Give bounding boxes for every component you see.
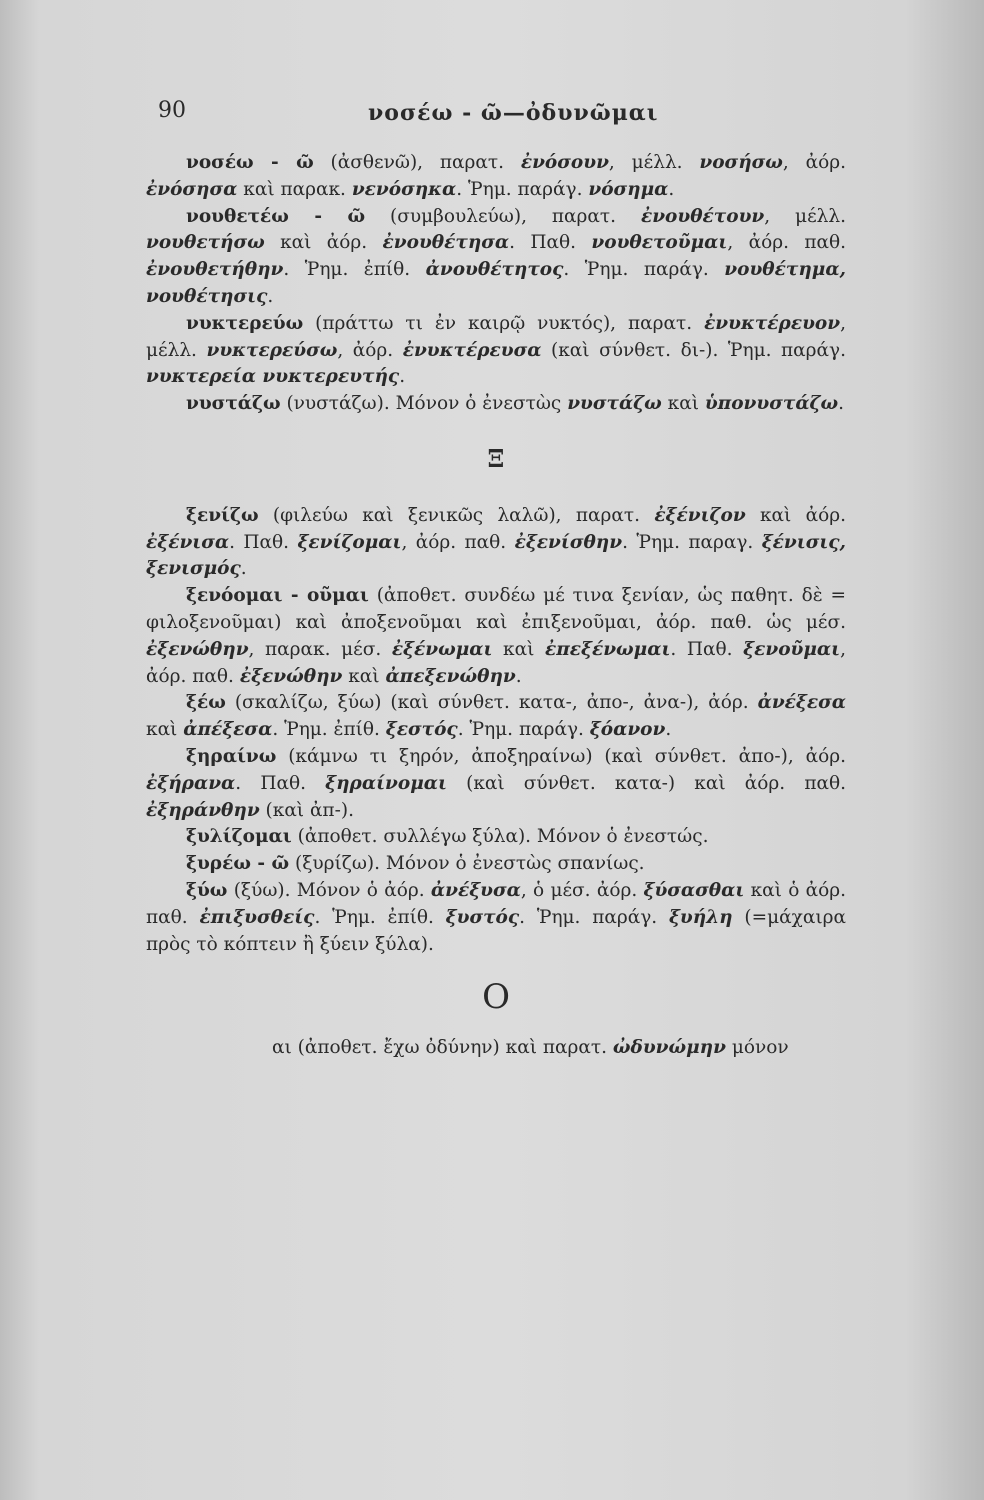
entry-noseo: νοσέω - ῶ (ἀσθενῶ), παρατ. ἐνόσουν, μέλλ. νοσήσω, ἀόρ. ἐνόσησα καὶ παρακ. νενόσηκα. Ῥημ. παράγ. νόσημα.	[146, 152, 846, 200]
entry-partial-odynomai: αι (ἀποθετ. ἔχω ὀδύνην) καὶ παρατ. ὠδυνώμην μόνον	[272, 1037, 789, 1059]
section-letter-omicron: Ο	[482, 977, 510, 1018]
headword: νυκτερεύω	[186, 312, 304, 334]
entry-xeo: ξέω (σκαλίζω, ξύω) (καὶ σύνθετ. κατα-, ἀπο-, ἀνα-), ἀόρ. ἀνέξεσα καὶ ἀπέξεσα. Ῥημ. ἐπίθ. ξεστός. Ῥημ. παράγ. ξόανον.	[146, 692, 846, 741]
entry-xyo: ξύω (ξύω). Μόνον ὁ ἀόρ. ἀνέξυσα, ὁ μέσ. ἀόρ. ξύσασθαι καὶ ὁ ἀόρ. παθ. ἐπιξυσθείς. Ῥημ. ἐπίθ. ξυστός. Ῥημ. παράγ. ξυήλη (=μάχαιρα πρὸς τὸ κόπτειν ἢ ξύειν ξύλα).	[146, 879, 846, 955]
headword: νυστάζω	[186, 393, 281, 415]
running-head: νοσέω - ῶ—ὀδυνῶμαι	[368, 100, 659, 126]
headword: ξενόομαι - οῦμαι	[186, 585, 369, 607]
entry-xenizo: ξενίζω (φιλεύω καὶ ξενικῶς λαλῶ), παρατ. ἐξένιζον καὶ ἀόρ. ἐξένισα. Παθ. ξενίζομαι, ἀόρ. παθ. ἐξενίσθην. Ῥημ. παραγ. ξένισις, ξενισμός.	[146, 504, 846, 580]
headword: ξηραίνω	[186, 745, 277, 767]
dictionary-body	[146, 150, 846, 1062]
section-letter-xi: Ξ	[487, 443, 505, 473]
headword: ξενίζω	[186, 504, 259, 526]
entry-xeraino: ξηραίνω (κάμνω τι ξηρόν, ἀποξηραίνω) (καὶ σύνθετ. ἀπο-), ἀόρ. ἐξήρανα. Παθ. ξηραίνομαι (καὶ σύνθετ. κατα-) καὶ ἀόρ. παθ. ἐξηράνθην (καὶ ἀπ-).	[146, 745, 846, 821]
entry-xenoomai: ξενόομαι - οῦμαι (ἀποθετ. συνδέω μέ τινα ξενίαν, ὡς παθητ. δὲ = φιλοξενοῦμαι) καὶ ἀποξενοῦμαι καὶ ἐπιξενοῦμαι, ἀόρ. παθ. ὡς μέσ. ἐξενώθην, παρακ. μέσ. ἐξένωμαι καὶ ἐπεξένωμαι. Παθ. ξενοῦμαι, ἀόρ. παθ. ἐξενώθην καὶ ἀπεξενώθην.	[146, 585, 846, 687]
page-number: 90	[158, 98, 186, 123]
headword: ξυλίζομαι	[186, 826, 292, 848]
headword: νοσέω - ῶ	[186, 152, 314, 173]
entry-nyktereuo: νυκτερεύω (πράττω τι ἐν καιρῷ νυκτός), παρατ. ἐνυκτέρευον, μέλλ. νυκτερεύσω, ἀόρ. ἐνυκτέρευσα (καὶ σύνθετ. δι-). Ῥημ. παράγ. νυκτερεία νυκτερευτής.	[146, 312, 846, 388]
headword: ξυρέω - ῶ	[186, 853, 290, 875]
entry-xylizomai: ξυλίζομαι (ἀποθετ. συλλέγω ξύλα). Μόνον ὁ ἐνεστώς.	[186, 826, 709, 848]
entry-xyreo: ξυρέω - ῶ (ξυρίζω). Μόνον ὁ ἐνεστὼς σπανίως.	[186, 853, 645, 875]
headword: ξύω	[186, 879, 228, 901]
headword: ξέω	[186, 692, 226, 714]
entry-nystazo: νυστάζω (νυστάζω). Μόνον ὁ ἐνεστὼς νυστάζω καὶ ὑπονυστάζω.	[186, 393, 845, 415]
entry-noutheteo: νουθετέω - ῶ (συμβουλεύω), παρατ. ἐνουθέτουν, μέλλ. νουθετήσω καὶ ἀόρ. ἐνουθέτησα. Παθ. νουθετοῦμαι, ἀόρ. παθ. ἐνουθετήθην. Ῥημ. ἐπίθ. ἀνουθέτητος. Ῥημ. παράγ. νουθέτημα, νουθέτησις.	[146, 205, 846, 307]
headword: νουθετέω - ῶ	[186, 205, 366, 227]
